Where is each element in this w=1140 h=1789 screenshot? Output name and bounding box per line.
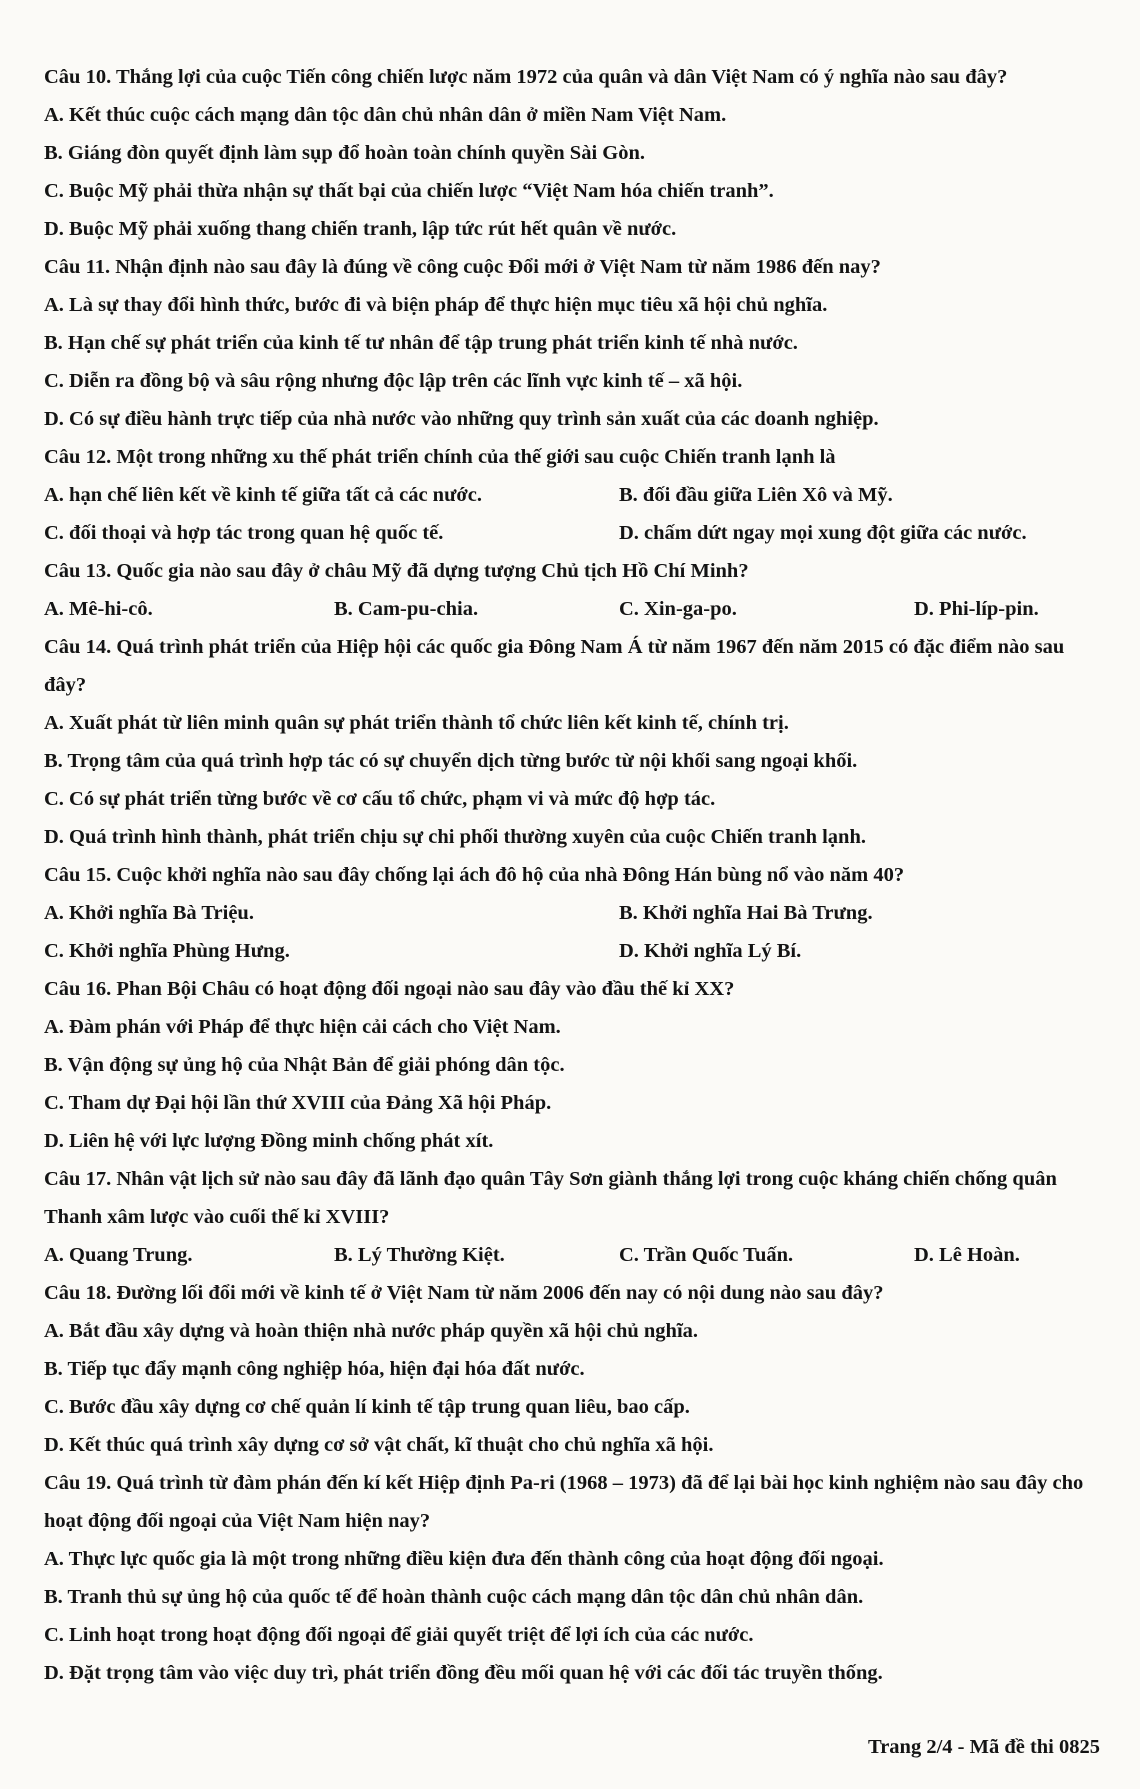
options-grid (36, 590, 1102, 628)
option-c: C. Khởi nghĩa Phùng Hưng. (44, 940, 290, 962)
question-11 (36, 248, 1102, 438)
option-a: A. Là sự thay đổi hình thức, bước đi và biện pháp để thực hiện mục tiêu xã hội chủ nghĩa. (44, 294, 828, 316)
options-grid (36, 1236, 1102, 1274)
option-a: A. Đàm phán với Pháp để thực hiện cải cách cho Việt Nam. (44, 1016, 561, 1038)
option-a: A. Thực lực quốc gia là một trong những điều kiện đưa đến thành công của hoạt động đối ngoại. (44, 1548, 884, 1570)
option-b: B. Khởi nghĩa Hai Bà Trưng. (619, 902, 873, 924)
question-stem: Câu 16. Phan Bội Châu có hoạt động đối ngoại nào sau đây vào đầu thế kỉ XX? (44, 978, 735, 1000)
option-d: D. Quá trình hình thành, phát triển chịu sự chi phối thường xuyên của cuộc Chiến tranh lạnh. (44, 826, 866, 848)
question-stem: Câu 10. Thắng lợi của cuộc Tiến công chiến lược năm 1972 của quân và dân Việt Nam có ý nghĩa nào sau đây? (44, 66, 1008, 88)
question-stem: Câu 13. Quốc gia nào sau đây ở châu Mỹ đã dựng tượng Chủ tịch Hồ Chí Minh? (44, 560, 749, 582)
question-16 (36, 970, 1102, 1160)
option-b: B. Lý Thường Kiệt. (334, 1244, 505, 1266)
option-a: A. Quang Trung. (44, 1244, 193, 1266)
option-b: B. Vận động sự ủng hộ của Nhật Bản để giải phóng dân tộc. (44, 1054, 565, 1076)
question-19 (36, 1464, 1102, 1692)
option-d: D. Liên hệ với lực lượng Đồng minh chống phát xít. (44, 1130, 494, 1152)
option-c: C. Bước đầu xây dựng cơ chế quản lí kinh tế tập trung quan liêu, bao cấp. (44, 1396, 690, 1418)
option-d: D. Buộc Mỹ phải xuống thang chiến tranh, lập tức rút hết quân về nước. (44, 218, 677, 240)
question-stem: Câu 14. Quá trình phát triển của Hiệp hội các quốc gia Đông Nam Á từ năm 1967 đến năm 2015 có đặc điểm nào sau đây? (44, 636, 1065, 696)
question-stem: Câu 15. Cuộc khởi nghĩa nào sau đây chống lại ách đô hộ của nhà Đông Hán bùng nổ vào năm 40? (44, 864, 905, 886)
option-a: A. Bắt đầu xây dựng và hoàn thiện nhà nước pháp quyền xã hội chủ nghĩa. (44, 1320, 699, 1342)
page-footer: Trang 2/4 - Mã đề thi 0825 (868, 1736, 1100, 1758)
option-b: B. Trọng tâm của quá trình hợp tác có sự chuyển dịch từng bước từ nội khối sang ngoại khối. (44, 750, 858, 772)
question-stem: Câu 11. Nhận định nào sau đây là đúng về công cuộc Đổi mới ở Việt Nam từ năm 1986 đến nay? (44, 256, 881, 278)
options-grid (36, 476, 1102, 552)
option-c: C. Có sự phát triển từng bước về cơ cấu tổ chức, phạm vi và mức độ hợp tác. (44, 788, 716, 810)
option-c: C. đối thoại và hợp tác trong quan hệ quốc tế. (44, 522, 444, 544)
option-d: D. Phi-líp-pin. (914, 598, 1039, 620)
option-d: D. Có sự điều hành trực tiếp của nhà nước vào những quy trình sản xuất của các doanh nghiệp. (44, 408, 879, 430)
option-c: C. Trần Quốc Tuấn. (619, 1244, 794, 1266)
question-17 (36, 1160, 1102, 1274)
option-d: D. chấm dứt ngay mọi xung đột giữa các nước. (619, 522, 1027, 544)
question-stem: Câu 19. Quá trình từ đàm phán đến kí kết Hiệp định Pa-ri (1968 – 1973) đã để lại bài học kinh nghiệm nào sau đây cho hoạt động đối ngoại của Việt Nam hiện nay? (44, 1472, 1084, 1532)
option-a: A. Kết thúc cuộc cách mạng dân tộc dân chủ nhân dân ở miền Nam Việt Nam. (44, 104, 727, 126)
option-d: D. Đặt trọng tâm vào việc duy trì, phát triển đồng đều mối quan hệ với các đối tác truyền thống. (44, 1662, 883, 1684)
question-10 (36, 58, 1102, 248)
option-d: D. Lê Hoàn. (914, 1244, 1020, 1266)
option-b: B. Tranh thủ sự ủng hộ của quốc tế để hoàn thành cuộc cách mạng dân tộc dân chủ nhân dân. (44, 1586, 864, 1608)
question-18 (36, 1274, 1102, 1464)
question-stem: Câu 17. Nhân vật lịch sử nào sau đây đã lãnh đạo quân Tây Sơn giành thắng lợi trong cuộc kháng chiến chống quân Thanh xâm lược vào cuối thế kỉ XVIII? (44, 1168, 1057, 1228)
option-b: B. đối đầu giữa Liên Xô và Mỹ. (619, 484, 893, 506)
option-d: D. Kết thúc quá trình xây dựng cơ sở vật chất, kĩ thuật cho chủ nghĩa xã hội. (44, 1434, 714, 1456)
question-stem: Câu 18. Đường lối đổi mới về kinh tế ở Việt Nam từ năm 2006 đến nay có nội dung nào sau đây? (44, 1282, 884, 1304)
question-13 (36, 552, 1102, 628)
option-d: D. Khởi nghĩa Lý Bí. (619, 940, 802, 962)
question-stem: Câu 12. Một trong những xu thế phát triển chính của thế giới sau cuộc Chiến tranh lạnh là (44, 446, 836, 468)
question-14 (36, 628, 1102, 856)
question-15 (36, 856, 1102, 970)
option-a: A. Xuất phát từ liên minh quân sự phát triển thành tổ chức liên kết kinh tế, chính trị. (44, 712, 789, 734)
option-c: C. Xin-ga-po. (619, 598, 737, 620)
option-b: B. Hạn chế sự phát triển của kinh tế tư nhân để tập trung phát triển kinh tế nhà nước. (44, 332, 798, 354)
option-b: B. Tiếp tục đẩy mạnh công nghiệp hóa, hiện đại hóa đất nước. (44, 1358, 585, 1380)
option-c: C. Tham dự Đại hội lần thứ XVIII của Đảng Xã hội Pháp. (44, 1092, 552, 1114)
option-c: C. Linh hoạt trong hoạt động đối ngoại để giải quyết triệt để lợi ích của các nước. (44, 1624, 754, 1646)
option-c: C. Buộc Mỹ phải thừa nhận sự thất bại của chiến lược “Việt Nam hóa chiến tranh”. (44, 180, 774, 202)
option-a: A. Mê-hi-cô. (44, 598, 153, 620)
option-b: B. Giáng đòn quyết định làm sụp đổ hoàn toàn chính quyền Sài Gòn. (44, 142, 645, 164)
question-12 (36, 438, 1102, 552)
option-a: A. hạn chế liên kết về kinh tế giữa tất cả các nước. (44, 484, 482, 506)
options-grid (36, 894, 1102, 970)
option-b: B. Cam-pu-chia. (334, 598, 479, 620)
option-a: A. Khởi nghĩa Bà Triệu. (44, 902, 254, 924)
option-c: C. Diễn ra đồng bộ và sâu rộng nhưng độc lập trên các lĩnh vực kinh tế – xã hội. (44, 370, 743, 392)
